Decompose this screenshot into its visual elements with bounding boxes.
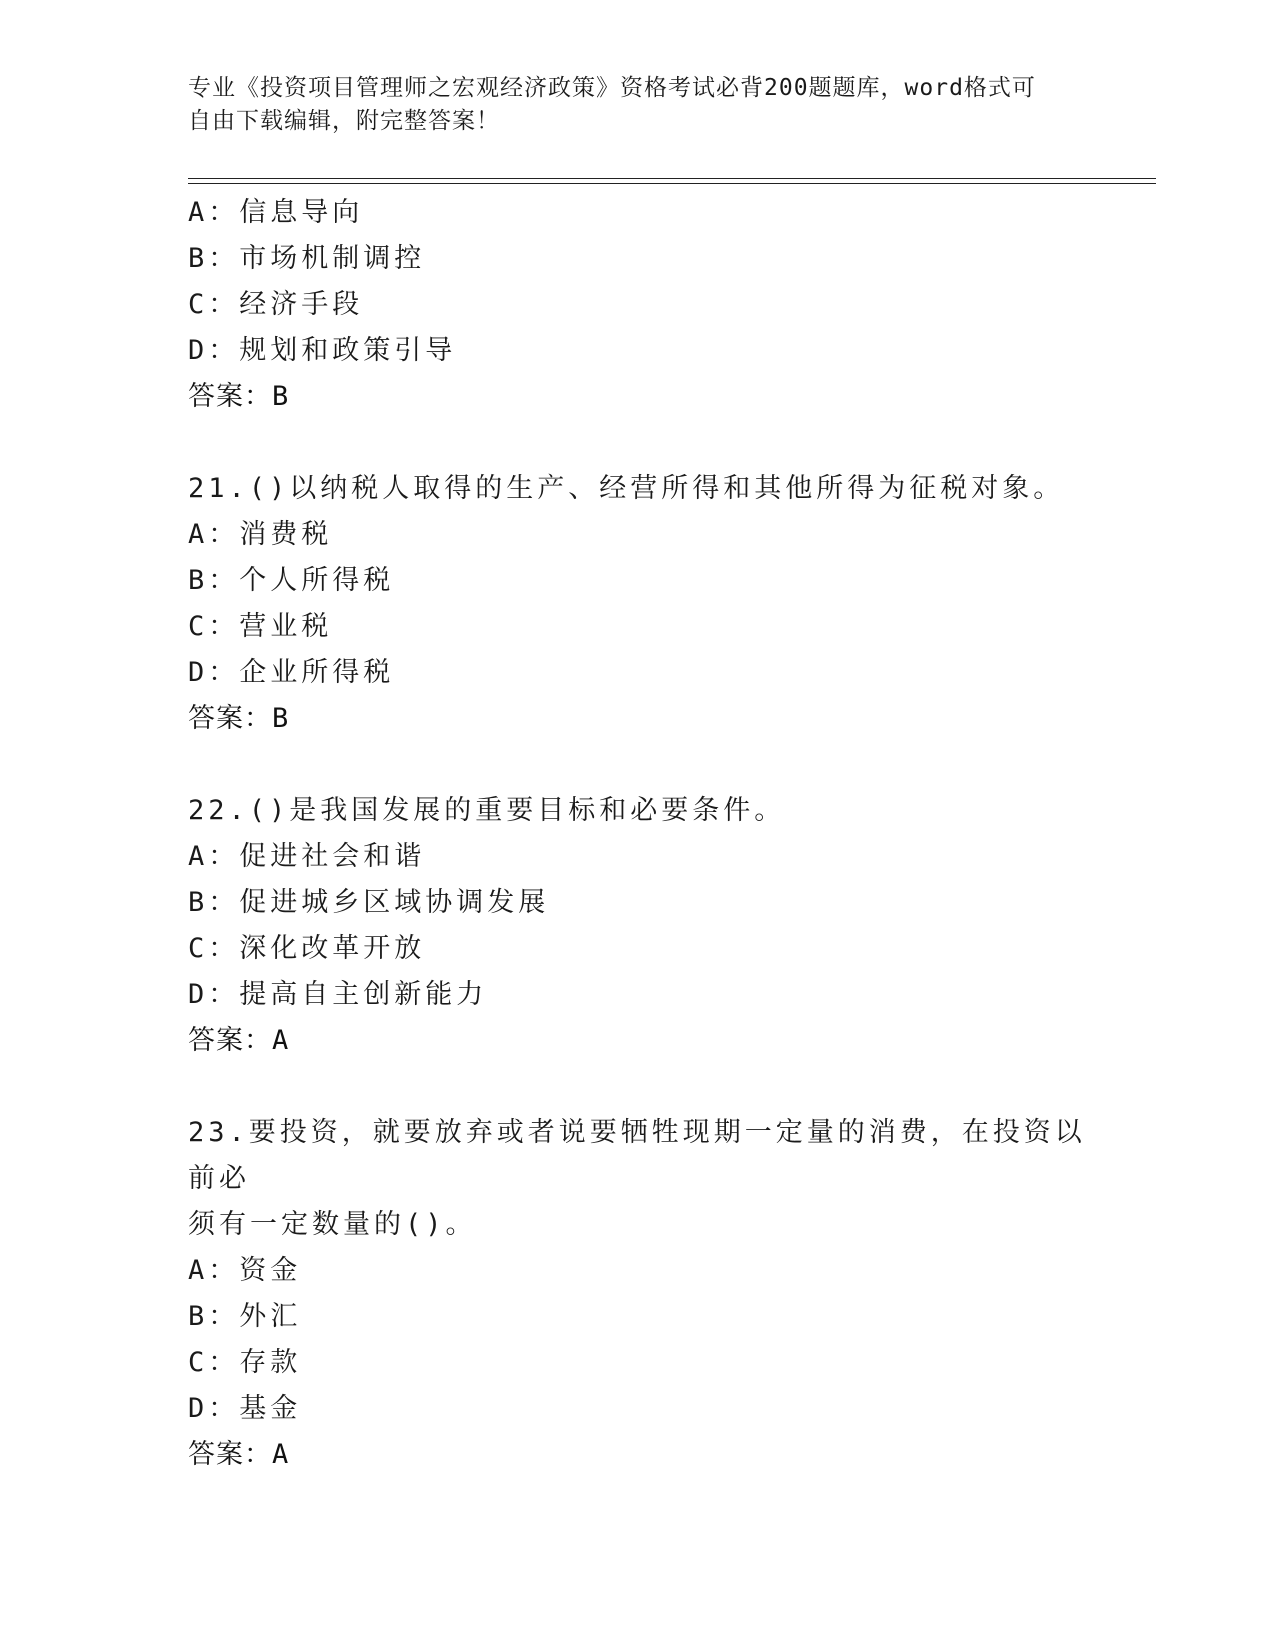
option-c: C：经济手段 [188,289,364,320]
header-title-line-2: 自由下载编辑，附完整答案！ [188,108,500,134]
question-text-line-2: 须有一定数量的()。 [188,1209,477,1240]
option-b: B：外汇 [188,1301,302,1332]
question-block-23 [188,1110,1088,1478]
option-a: A：消费税 [188,519,333,550]
question-text: 22.()是我国发展的重要目标和必要条件。 [188,795,786,826]
question-block-22 [188,788,1088,1064]
question-text: 21.()以纳税人取得的生产、经营所得和其他所得为征税对象。 [188,473,1065,504]
option-d: D：基金 [188,1393,302,1424]
question-block-20 [188,190,1088,420]
answer: 答案：A [188,1025,289,1056]
answer: 答案：B [188,381,289,412]
option-d: D：规划和政策引导 [188,335,457,366]
option-c: C：深化改革开放 [188,933,426,964]
header-divider-bottom [188,183,1156,184]
option-d: D：企业所得税 [188,657,395,688]
option-a: A：促进社会和谐 [188,841,426,872]
option-b: B：个人所得税 [188,565,395,596]
answer: 答案：B [188,703,289,734]
answer: 答案：A [188,1439,289,1470]
question-block-21 [188,466,1088,742]
header-divider-top [188,178,1156,179]
option-b: B：市场机制调控 [188,243,426,274]
option-b: B：促进城乡区域协调发展 [188,887,550,918]
option-c: C：存款 [188,1347,302,1378]
option-a: A：信息导向 [188,197,364,228]
question-text-line-1: 23.要投资，就要放弃或者说要牺牲现期一定量的消费，在投资以前必 [188,1117,1086,1194]
option-d: D：提高自主创新能力 [188,979,488,1010]
document-header [188,72,1088,138]
option-c: C：营业税 [188,611,333,642]
option-a: A：资金 [188,1255,302,1286]
question-list [188,190,1088,1478]
header-title-line-1: 专业《投资项目管理师之宏观经济政策》资格考试必背200题题库，word格式可 [188,75,1036,101]
